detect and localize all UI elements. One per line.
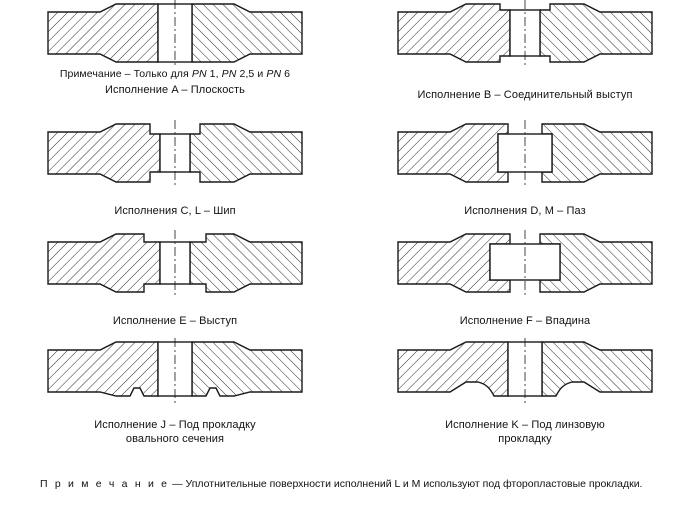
flange-k-drawing — [390, 338, 660, 404]
figure-flange-dm — [350, 120, 700, 230]
footnote-dash: — — [169, 478, 186, 490]
flange-dm-drawing — [390, 120, 660, 186]
flange-a-note: Примечание – Только для PN 1, PN 2,5 и PN 6 — [59, 68, 291, 80]
flange-j-caption: Исполнение J – Под прокладку овального сечения — [94, 419, 256, 445]
flange-b-drawing — [390, 0, 660, 66]
footnote-label: П р и м е ч а н и е — [40, 478, 170, 490]
flange-cl-drawing — [40, 120, 310, 186]
figure-flange-a — [0, 0, 350, 120]
flange-a-drawing — [40, 0, 310, 66]
footnote-text: Уплотнительные поверхности исполнений L и M используют под фторопластовые прокладки. — [185, 478, 643, 490]
flange-f-drawing — [390, 230, 660, 296]
flange-e-caption: Исполнение E – Выступ — [112, 315, 238, 327]
figure-flange-cl — [0, 120, 350, 230]
flange-cl-caption: Исполнения C, L – Шип — [114, 205, 236, 217]
flange-a-caption: Исполнение A – Плоскость — [105, 84, 245, 96]
figure-flange-k — [350, 338, 700, 470]
figure-flange-b — [350, 0, 700, 120]
figure-flange-e — [0, 230, 350, 338]
flange-j-drawing — [40, 338, 310, 404]
flange-k-caption-line2: прокладку — [498, 433, 552, 445]
flange-k-caption: Исполнение K – Под линзовую прокладку — [445, 419, 605, 445]
flange-j-caption-line2: овального сечения — [125, 433, 225, 445]
footnote — [40, 476, 670, 492]
figure-flange-j — [0, 338, 350, 470]
figure-flange-f — [350, 230, 700, 338]
flange-f-caption: Исполнение F – Впадина — [459, 315, 591, 327]
flange-b-caption: Исполнение B – Соединительный выступ — [417, 89, 633, 101]
flange-dm-caption: Исполнения D, M – Паз — [464, 205, 586, 217]
flange-e-drawing — [40, 230, 310, 296]
